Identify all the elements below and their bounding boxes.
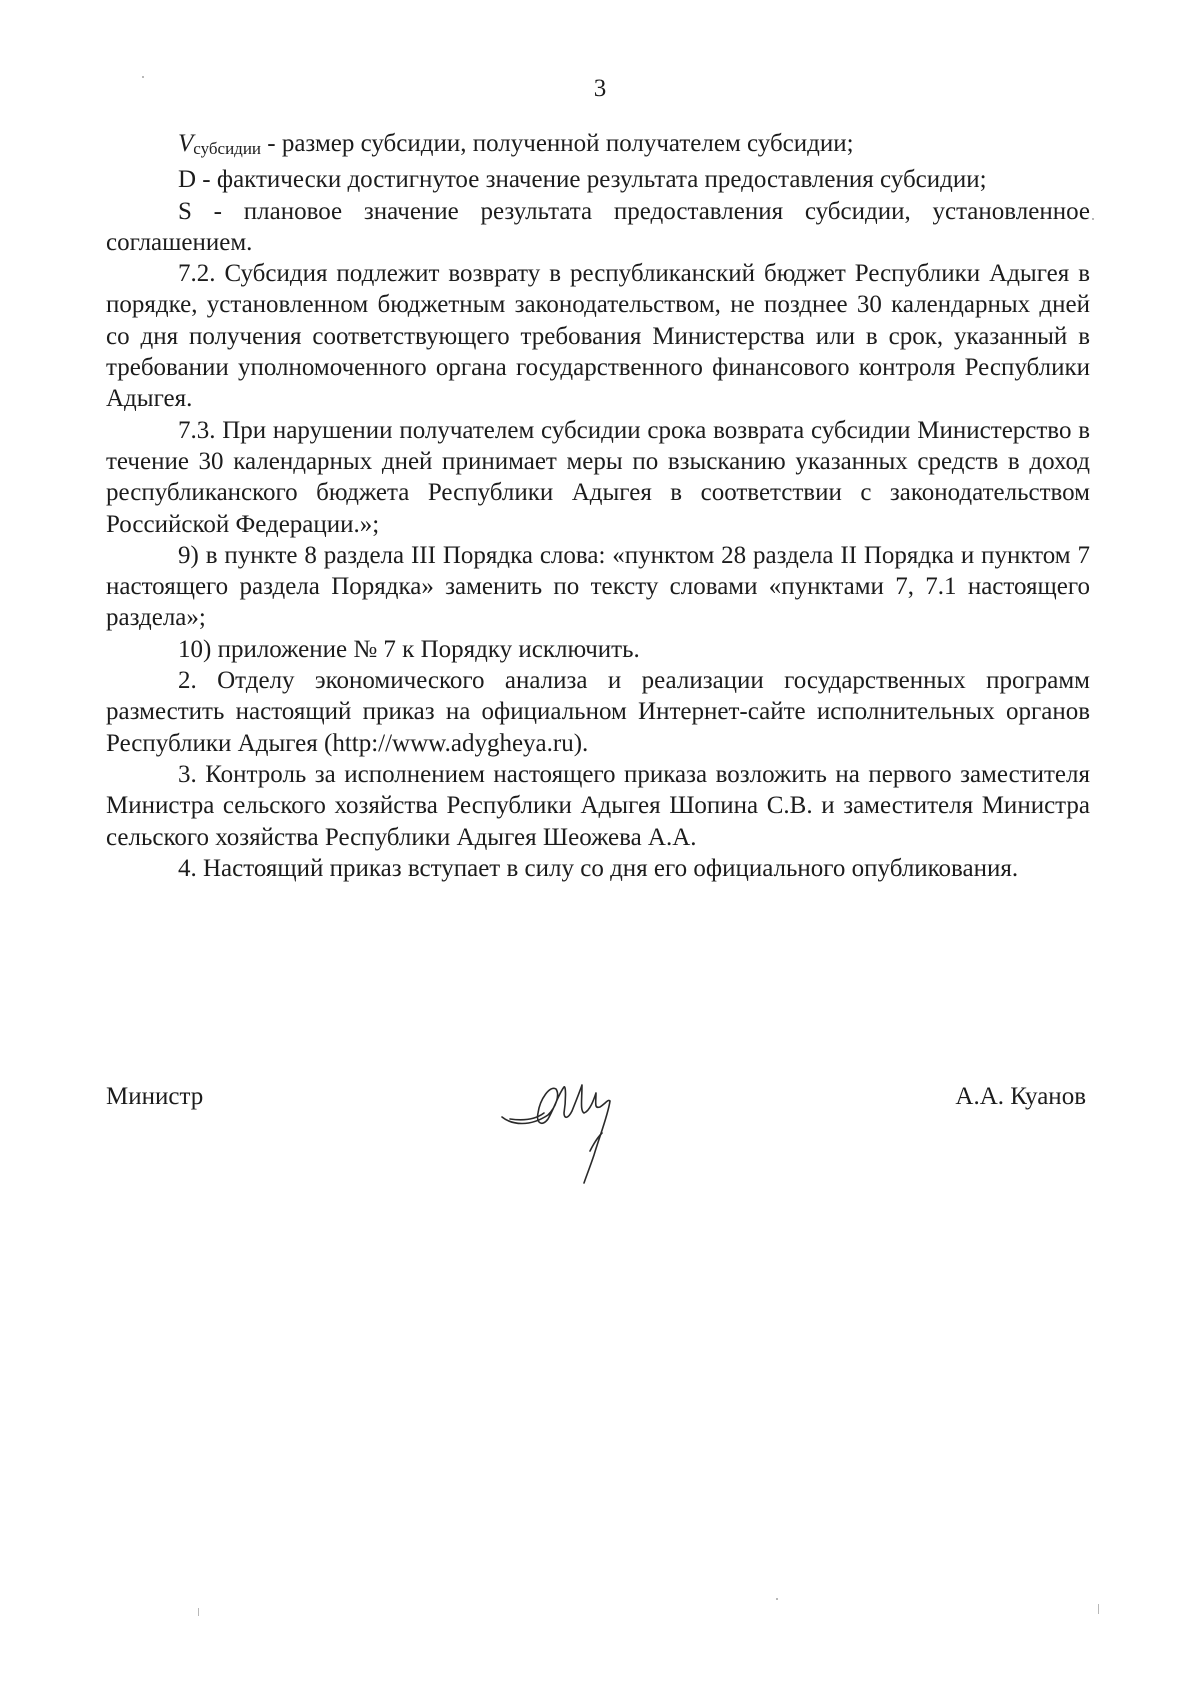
paragraph-9: 9) в пункте 8 раздела III Порядка слова: «пунктом 28 раздела II Порядка и пунктом 7 настоящего раздела Порядка» заменить по тексту словами «пунктами 7, 7.1 настоящего раздела»; xyxy=(106,541,1090,632)
scan-speck xyxy=(198,1608,199,1616)
scan-speck xyxy=(1098,1604,1099,1614)
definition-d: D - фактически достигнутое значение результата предоставления субсидии; xyxy=(178,166,987,194)
definition-v-text: - размер субсидии, полученной получателем субсидии; xyxy=(261,130,854,157)
definition-v xyxy=(106,128,1090,164)
signatory-name: А.А. Куанов xyxy=(955,1083,1086,1110)
paragraph-7-3: 7.3. При нарушении получателем субсидии срока возврата субсидии Министерство в течение 30 календарных дней принимает меры по взысканию указанных средств в доход республиканского бюджета Республики Адыгея в соответствии с законодательством Российской Федерации.»; xyxy=(106,416,1090,538)
page-number: 3 xyxy=(593,75,607,102)
scan-speck xyxy=(1092,218,1094,220)
paragraph-4: 4. Настоящий приказ вступает в силу со дня его официального опубликования. xyxy=(178,854,1019,882)
scan-speck xyxy=(776,1598,778,1600)
v-symbol: V xyxy=(178,130,194,157)
v-subscript: субсидии xyxy=(193,139,262,158)
document-body xyxy=(106,128,1090,884)
scan-speck xyxy=(142,76,144,78)
handwritten-signature xyxy=(490,1055,670,1190)
paragraph-2: 2. Отделу экономического анализа и реализации государственных программ разместить настоящий приказ на официальном Интернет-сайте исполнительных органов Республики Адыгея (http://www.adygheya.ru). xyxy=(106,667,1090,757)
paragraph-3: 3. Контроль за исполнением настоящего приказа возложить на первого заместителя Министра сельского хозяйства Республики Адыгея Шопина С.В. и заместителя Министра сельского хозяйства Республики Адыгея Шеожева А.А. xyxy=(106,760,1090,851)
paragraph-7-2: 7.2. Субсидия подлежит возврату в республиканский бюджет Республики Адыгея в порядке, установленном бюджетным законодательством, не позднее 30 календарных дней со дня получения соответствующего требования Министерства или в срок, указанный в требовании уполномоченного органа государственного финансового контроля Республики Адыгея. xyxy=(106,260,1090,413)
signatory-title: Министр xyxy=(106,1083,204,1110)
paragraph-10: 10) приложение № 7 к Порядку исключить. xyxy=(178,635,640,663)
definition-s: S - плановое значение результата предоставления субсидии, установленное соглашением. xyxy=(106,197,1090,256)
